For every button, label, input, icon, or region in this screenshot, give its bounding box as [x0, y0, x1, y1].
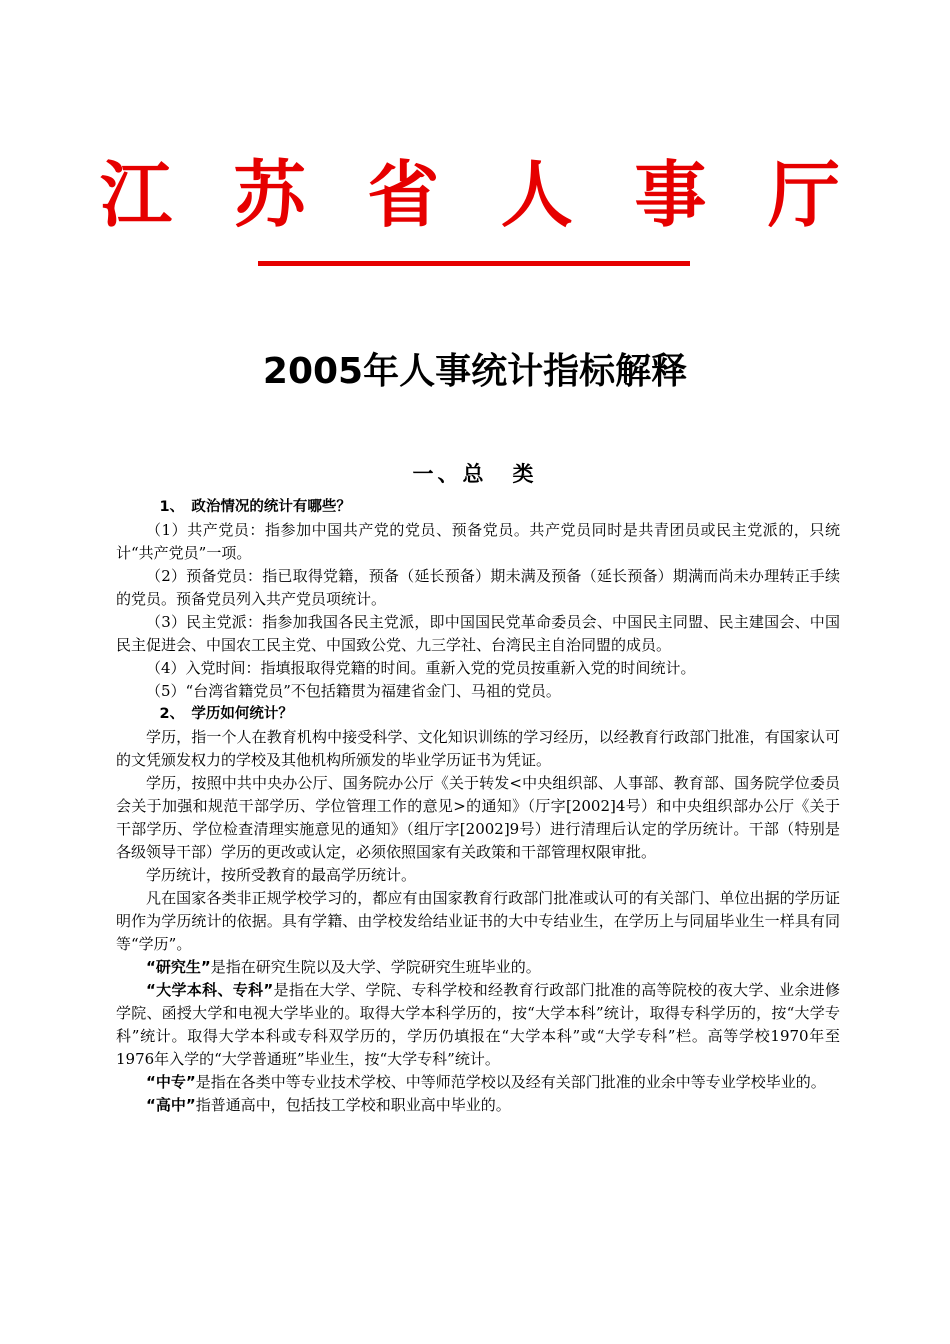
term-definition: 是指在大学、学院、专科学校和经教育行政部门批准的高等院校的夜大学、业余进修学院、函授大学和电视大学毕业的。取得大学本科学历的，按“大学本科”统计，取得专科学历的，按“大学专科”统计。取得大学本科或专科双学历的，学历仍填报在“大学本科”或“大学专科”栏。高等学校1970年至1976年入学的“大学普通班”毕业生，按“大学专科”统计。 — [116, 981, 840, 1068]
letterhead-char: 江 — [100, 152, 173, 237]
paragraph: （2）预备党员：指已取得党籍，预备（延长预备）期未满及预备（延长预备）期满而尚未办理转正手续的党员。预备党员列入共产党员项统计。 — [116, 567, 840, 608]
letterhead-divider — [258, 261, 690, 266]
letterhead-char: 人 — [500, 152, 573, 237]
paragraph: （3）民主党派：指参加我国各民主党派，即中国国民党革命委员会、中国民主同盟、民主建国会、中国民主促进会、中国农工民主党、中国致公党、九三学社、台湾民主自治同盟的成员。 — [116, 613, 840, 654]
document-body — [116, 496, 840, 1117]
document-title: 2005年人事统计指标解释 — [262, 351, 688, 392]
letterhead-char: 省 — [367, 152, 440, 237]
paragraph: 学历，按照中共中央办公厅、国务院办公厅《关于转发<中央组织部、人事部、教育部、国务院学位委员会关于加强和规范干部学历、学位管理工作的意见>的通知》（厅字[2002]4号）和中央组织部办公厅《关于干部学历、学位检查清理实施意见的通知》（组厅字[2002]9号）进行清理后认定的学历统计。干部（特别是各级领导干部）学历的更改或认定，必须依照国家有关政策和干部管理权限审批。 — [116, 774, 840, 861]
term: “大学本科、专科” — [146, 981, 274, 999]
term: “中专” — [146, 1073, 196, 1091]
paragraph: （5）“台湾省籍党员”不包括籍贯为福建省金门、马祖的党员。 — [146, 682, 561, 700]
term-definition: 是指在研究生院以及大学、学院研究生班毕业的。 — [210, 958, 541, 976]
term-definition: 是指在各类中等专业技术学校、中等师范学校以及经有关部门批准的业余中等专业学校毕业的。 — [195, 1073, 826, 1091]
term: “研究生” — [146, 958, 211, 976]
paragraph: 凡在国家各类非正规学校学习的，都应有由国家教育行政部门批准或认可的有关部门、单位出据的学历证明作为学历统计的依据。具有学籍、由学校发给结业证书的大中专结业生，在学历上与同届毕业生一样具有同等“学历”。 — [116, 889, 840, 953]
paragraph: 学历，指一个人在教育机构中接受科学、文化知识训练的学习经历，以经教育行政部门批准，有国家认可的文凭颁发权力的学校及其他机构所颁发的毕业学历证书为凭证。 — [116, 728, 840, 769]
question-heading: 1、 政治情况的统计有哪些？ — [159, 499, 351, 515]
question-heading: 2、 学历如何统计？ — [159, 706, 293, 722]
letterhead-char: 事 — [634, 152, 707, 237]
paragraph — [116, 1094, 840, 1117]
term-definition: 指普通高中，包括技工学校和职业高中毕业的。 — [195, 1096, 511, 1114]
paragraph: （4）入党时间：指填报取得党籍的时间。重新入党的党员按重新入党的时间统计。 — [146, 659, 696, 677]
letterhead-char: 苏 — [233, 152, 306, 237]
paragraph — [116, 979, 840, 1071]
letterhead-title — [100, 152, 840, 237]
letterhead-char: 厅 — [767, 152, 840, 237]
paragraph: 学历统计，按所受教育的最高学历统计。 — [146, 866, 417, 884]
paragraph — [116, 956, 840, 979]
paragraph: （1）共产党员：指参加中国共产党的党员、预备党员。共产党员同时是共青团员或民主党派的，只统计“共产党员”一项。 — [116, 521, 840, 562]
paragraph — [116, 1071, 840, 1094]
term: “高中” — [146, 1096, 196, 1114]
section-heading: 一、总 类 — [412, 462, 538, 486]
